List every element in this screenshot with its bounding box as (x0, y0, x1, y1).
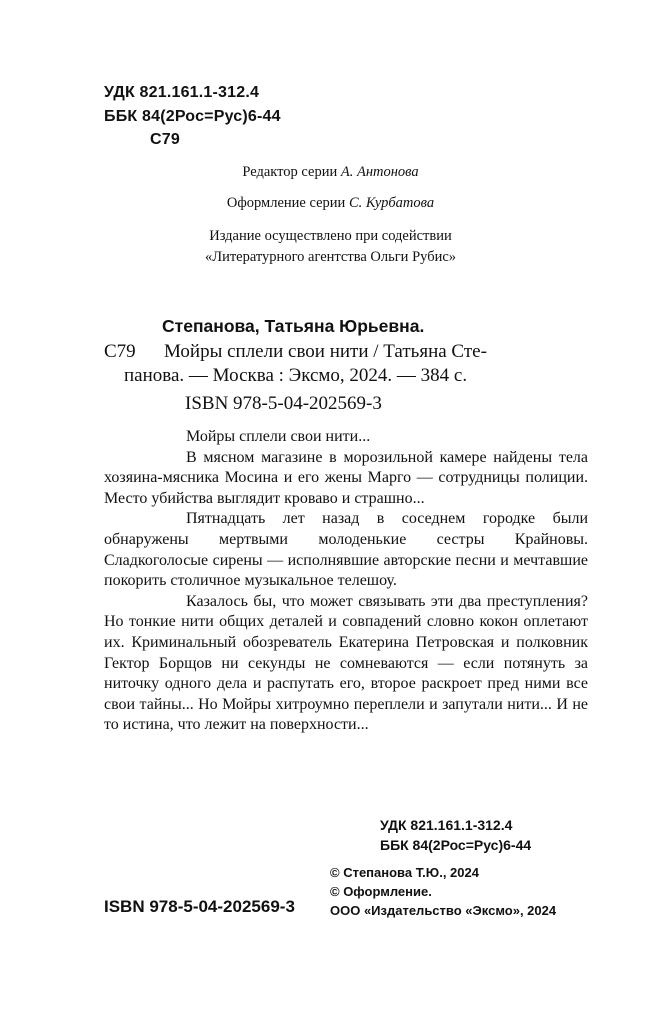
udk-code: УДК 821.161.1-312.4 (104, 84, 260, 101)
series-design (0, 195, 661, 212)
bbk-code: ББК 84(2Рос=Рус)6-44 (104, 108, 281, 125)
bottom-bbk-code: ББК 84(2Рос=Рус)6-44 (380, 837, 532, 853)
annotation-lead: Мойры сплели свои нити... (186, 428, 371, 445)
annotation-paragraph-2: Пятнадцать лет назад в соседнем городке были обнаружены мертвыми молоденькие сестры Крайновы. Сладкоголосые сирены — исполнявшие авторские песни и мечтавшие покорить столичное музыкальное телешоу. (104, 510, 588, 590)
series-editor-name: А. Антонова (340, 164, 419, 180)
card-author: Степанова, Татьяна Юрьевна. (162, 316, 425, 336)
copyright-author: © Степанова Т.Ю., 2024 (330, 865, 479, 880)
series-editor (0, 164, 661, 181)
copyright-design: © Оформление. (330, 884, 432, 899)
copyright-publisher: ООО «Издательство «Эксмо», 2024 (330, 903, 557, 918)
support-line-1: Издание осуществлено при содействии (209, 228, 452, 244)
support-line-2: «Литературного агентства Ольги Рубис» (204, 249, 457, 265)
series-design-name: С. Курбатова (348, 195, 435, 211)
annotation-paragraph-1: В мясном магазине в морозильной камере найдены тела хозяина-мясника Мосина и его жены Марго — сотрудницы полиции. Место убийства выглядит кроваво и страшно... (104, 448, 588, 507)
author-sign-code: С79 (150, 131, 180, 148)
bottom-udk-code: УДК 821.161.1-312.4 (380, 817, 513, 833)
card-isbn: ISBN 978-5-04-202569-3 (185, 393, 382, 414)
card-title-line-1: Мойры сплели свои нити / Татьяна Сте- (164, 341, 487, 362)
card-title-line-2: панова. — Москва : Эксмо, 2024. — 384 с. (124, 365, 468, 386)
annotation (104, 427, 588, 736)
isbn-bottom: ISBN 978-5-04-202569-3 (104, 897, 295, 916)
series-design-label: Оформление серии (226, 195, 346, 211)
series-editor-label: Редактор серии (242, 164, 338, 180)
card-code: С79 (104, 341, 136, 362)
annotation-paragraph-3: Казалось бы, что может связывать эти два преступления? Но тонкие нити общих деталей и совпадений словно кокон оплетают их. Криминальный обозреватель Екатерина Петровская и полковник Гектор Борщов ни секунды не сомневаются — если потянуть за ниточку одного дела и распутать его, второе раскроет пред ними все свои тайны... Но Мойры хитроумно переплели и запутали нити... И не то истина, что лежит на поверхности... (104, 592, 588, 734)
